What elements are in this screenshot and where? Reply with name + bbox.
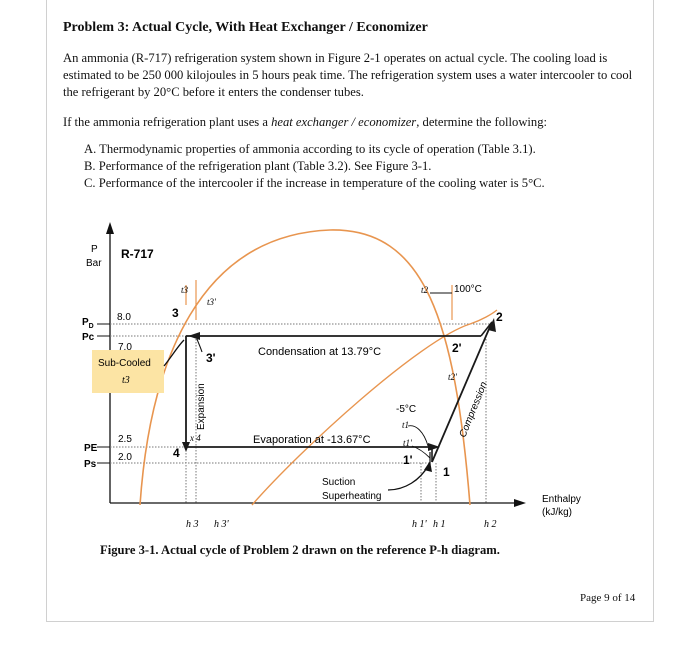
t1p-label: t1' [403, 438, 412, 448]
paragraph-2-prefix: If the ammonia refrigeration plant uses a [63, 115, 272, 129]
problem-title: Problem 3: Actual Cycle, With Heat Exchanger / Economizer [63, 20, 428, 35]
evaporation-label: Evaporation at -13.67°C [253, 434, 371, 446]
pressure-8: 8.0 [117, 312, 131, 323]
pe-label: PE [84, 443, 98, 454]
point-3-label: 3 [172, 306, 179, 320]
suction-pointer [388, 466, 428, 490]
point-1-label: 1 [443, 465, 450, 479]
subcooled-t3: t3 [122, 375, 130, 386]
paragraph-2-italic: heat exchanger / economizer [271, 115, 417, 129]
t1-label: t1 [402, 420, 410, 430]
h3p-label: h 3' [214, 519, 229, 530]
point-2p-label: 2' [452, 341, 462, 355]
pressure-7: 7.0 [118, 342, 132, 353]
point-3p-pointer [197, 339, 202, 352]
pressure-25: 2.5 [118, 434, 132, 445]
x-axis-arrow [514, 499, 526, 507]
minus5-label: -5°C [396, 404, 417, 415]
compression-label: Compression [457, 380, 490, 440]
expansion-label: Expansion [196, 383, 207, 430]
suction-label-2: Superheating [322, 491, 382, 502]
t3-top-label: t3 [181, 285, 189, 295]
y-label-bar: Bar [86, 258, 102, 269]
pd-label [82, 317, 94, 330]
point-2-label: 2 [496, 310, 503, 324]
page-number: Page 9 of 14 [580, 592, 636, 604]
ps-label: Ps [84, 459, 97, 470]
x-label-enthalpy: Enthalpy [542, 494, 581, 505]
t3p-top-label: t3' [207, 297, 216, 307]
refrigerant-label: R-717 [121, 247, 154, 261]
task-item-b: B. Performance of the refrigeration plant (Table 3.2). See Figure 3-1. [84, 159, 432, 173]
point-3p-label: 3' [206, 351, 216, 365]
point-1p-label: 1' [403, 453, 413, 467]
pd-label-sub: D [88, 323, 94, 330]
y-label-p: P [91, 244, 98, 255]
t2-top-label: t2 [421, 285, 429, 295]
x-label-units: (kJ/kg) [542, 507, 572, 518]
problem-paragraph-1: An ammonia (R-717) refrigeration system shown in Figure 2-1 operates on actual cycle. The cooling load is estimated to be 250 000 kilojoules in 5 hours peak time. The refrigeration system uses a water intercooler to cool the refrigerant by 20°C before it enters the condenser tubes. [63, 51, 633, 99]
h3-label: h 3 [186, 519, 199, 530]
t2p-label: t2' [448, 372, 457, 382]
task-item-c: C. Performance of the intercooler if the increase in temperature of the cooling water is 5°C. [84, 176, 545, 190]
h2-label: h 2 [484, 519, 497, 530]
condensation-label: Condensation at 13.79°C [258, 346, 382, 358]
subcooled-box [92, 350, 164, 393]
x4-label: x 4 [190, 433, 201, 443]
pc-label: Pc [82, 332, 95, 343]
point-4-label: 4 [173, 446, 180, 460]
h1p-label: h 1' [412, 519, 427, 530]
pd-label-main: P [82, 317, 89, 328]
pressure-20: 2.0 [118, 452, 132, 463]
y-axis-arrow [106, 222, 114, 234]
subcooled-pointer [164, 340, 184, 366]
temp-100-label: 100°C [454, 284, 482, 295]
isotherm-curve [252, 310, 497, 505]
figure-caption: Figure 3-1. Actual cycle of Problem 2 drawn on the reference P-h diagram. [100, 543, 500, 557]
h1-label: h 1 [433, 519, 446, 530]
paragraph-2-suffix: , determine the following: [416, 115, 548, 129]
suction-label-1: Suction [322, 477, 356, 488]
subcooled-label: Sub-Cooled [98, 358, 151, 369]
task-item-a: A. Thermodynamic properties of ammonia according to its cycle of operation (Table 3.1). [84, 142, 536, 156]
